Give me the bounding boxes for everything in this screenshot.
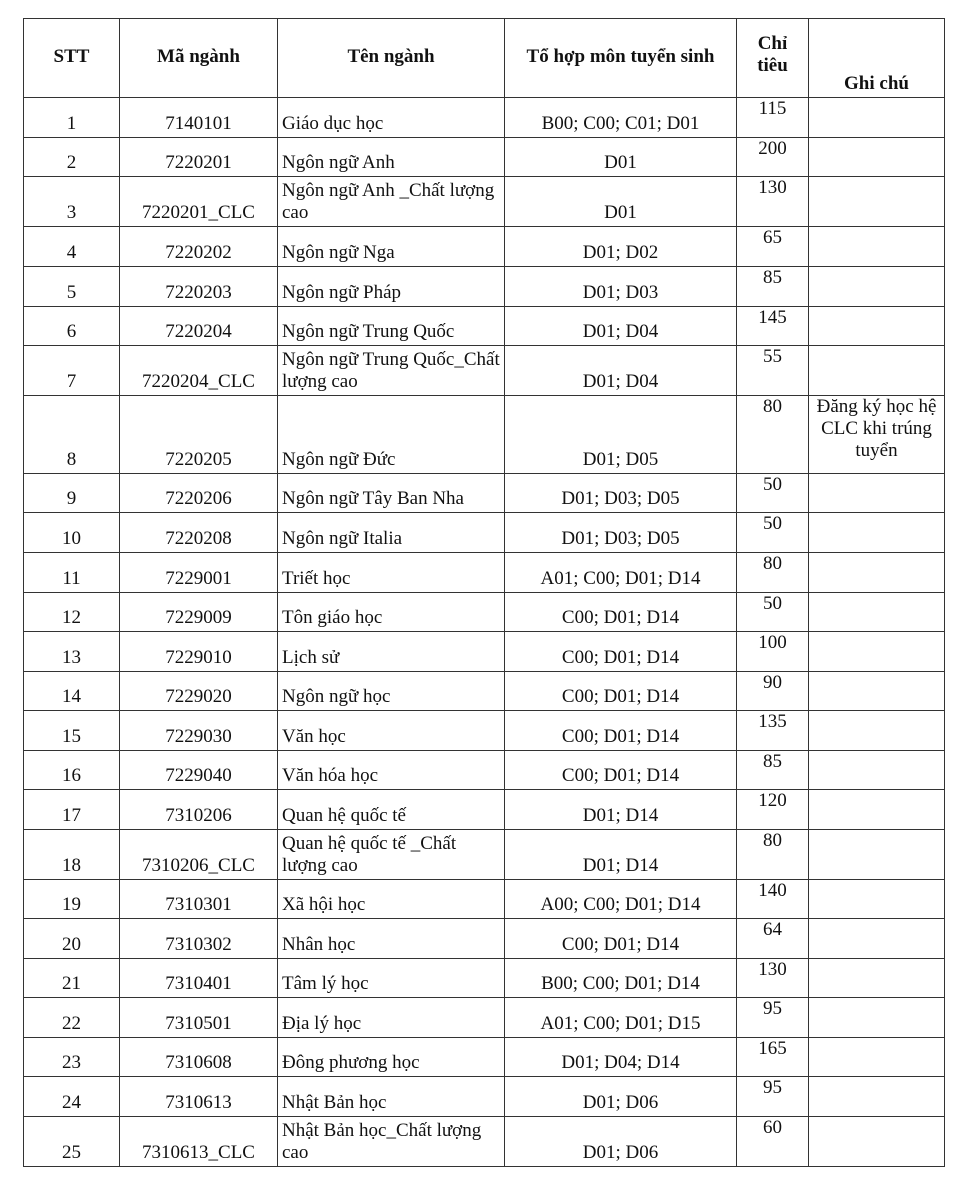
cell-quota: 80 [737, 830, 809, 880]
cell-name: Nhật Bản học_Chất lượng cao [278, 1117, 505, 1167]
cell-quota: 50 [737, 474, 809, 513]
header-note: Ghi chú [809, 19, 945, 98]
cell-quota: 135 [737, 711, 809, 751]
cell-code: 7310401 [120, 959, 278, 998]
cell-quota: 55 [737, 346, 809, 396]
cell-name: Ngôn ngữ Nga [278, 227, 505, 267]
cell-stt: 15 [24, 711, 120, 751]
cell-quota: 64 [737, 919, 809, 959]
cell-combo: B00; C00; D01; D14 [505, 959, 737, 998]
cell-combo: A00; C00; D01; D14 [505, 880, 737, 919]
admissions-table [23, 18, 945, 1167]
cell-stt: 19 [24, 880, 120, 919]
cell-note [809, 880, 945, 919]
table-row [24, 396, 945, 474]
cell-code: 7220208 [120, 513, 278, 553]
cell-name: Ngôn ngữ Trung Quốc_Chất lượng cao [278, 346, 505, 396]
cell-name: Ngôn ngữ Italia [278, 513, 505, 553]
table-row [24, 919, 945, 959]
cell-quota: 120 [737, 790, 809, 830]
cell-stt: 25 [24, 1117, 120, 1167]
cell-code: 7220201 [120, 138, 278, 177]
header-quota: Chỉ tiêu [737, 19, 809, 98]
cell-combo: D01; D04 [505, 346, 737, 396]
cell-combo: D01; D03; D05 [505, 474, 737, 513]
cell-stt: 8 [24, 396, 120, 474]
cell-name: Quan hệ quốc tế [278, 790, 505, 830]
cell-name: Ngôn ngữ Anh _Chất lượng cao [278, 177, 505, 227]
cell-stt: 23 [24, 1038, 120, 1077]
table-row [24, 751, 945, 790]
header-name: Tên ngành [278, 19, 505, 98]
cell-quota: 80 [737, 396, 809, 474]
cell-stt: 5 [24, 267, 120, 307]
header-stt: STT [24, 19, 120, 98]
table-row [24, 474, 945, 513]
cell-name: Ngôn ngữ Trung Quốc [278, 307, 505, 346]
cell-code: 7220202 [120, 227, 278, 267]
cell-stt: 9 [24, 474, 120, 513]
cell-code: 7310302 [120, 919, 278, 959]
table-row [24, 98, 945, 138]
cell-quota: 65 [737, 227, 809, 267]
cell-stt: 7 [24, 346, 120, 396]
table-row [24, 593, 945, 632]
cell-note [809, 1077, 945, 1117]
cell-combo: D01 [505, 177, 737, 227]
table-row [24, 830, 945, 880]
cell-code: 7220205 [120, 396, 278, 474]
cell-quota: 95 [737, 998, 809, 1038]
cell-combo: C00; D01; D14 [505, 632, 737, 672]
cell-code: 7229030 [120, 711, 278, 751]
cell-note [809, 474, 945, 513]
cell-quota: 95 [737, 1077, 809, 1117]
cell-code: 7229010 [120, 632, 278, 672]
table-row [24, 346, 945, 396]
header-code: Mã ngành [120, 19, 278, 98]
cell-quota: 130 [737, 177, 809, 227]
cell-stt: 2 [24, 138, 120, 177]
cell-code: 7220203 [120, 267, 278, 307]
cell-note [809, 98, 945, 138]
cell-name: Nhân học [278, 919, 505, 959]
cell-stt: 10 [24, 513, 120, 553]
cell-note [809, 790, 945, 830]
cell-note [809, 1117, 945, 1167]
cell-note [809, 513, 945, 553]
header-row [24, 19, 945, 98]
cell-name: Giáo dục học [278, 98, 505, 138]
cell-note [809, 1038, 945, 1077]
cell-note [809, 959, 945, 998]
cell-combo: A01; C00; D01; D15 [505, 998, 737, 1038]
cell-combo: D01 [505, 138, 737, 177]
cell-note [809, 346, 945, 396]
cell-combo: D01; D04 [505, 307, 737, 346]
table-row [24, 632, 945, 672]
cell-stt: 22 [24, 998, 120, 1038]
cell-quota: 90 [737, 672, 809, 711]
cell-code: 7220204 [120, 307, 278, 346]
cell-stt: 21 [24, 959, 120, 998]
cell-note [809, 138, 945, 177]
table-row [24, 227, 945, 267]
cell-code: 7220204_CLC [120, 346, 278, 396]
cell-name: Ngôn ngữ Pháp [278, 267, 505, 307]
cell-combo: D01; D05 [505, 396, 737, 474]
cell-code: 7229020 [120, 672, 278, 711]
cell-stt: 13 [24, 632, 120, 672]
cell-note [809, 177, 945, 227]
cell-name: Ngôn ngữ học [278, 672, 505, 711]
cell-code: 7310206_CLC [120, 830, 278, 880]
table-row [24, 513, 945, 553]
cell-combo: D01; D06 [505, 1117, 737, 1167]
cell-name: Xã hội học [278, 880, 505, 919]
cell-quota: 145 [737, 307, 809, 346]
cell-note: Đăng ký học hệ CLC khi trúng tuyển [809, 396, 945, 474]
cell-name: Tôn giáo học [278, 593, 505, 632]
cell-stt: 14 [24, 672, 120, 711]
table-row [24, 711, 945, 751]
table-row [24, 177, 945, 227]
cell-stt: 1 [24, 98, 120, 138]
cell-note [809, 830, 945, 880]
cell-note [809, 998, 945, 1038]
cell-note [809, 593, 945, 632]
table-row [24, 1117, 945, 1167]
cell-stt: 4 [24, 227, 120, 267]
cell-code: 7140101 [120, 98, 278, 138]
table-row [24, 307, 945, 346]
cell-code: 7220206 [120, 474, 278, 513]
cell-quota: 100 [737, 632, 809, 672]
cell-combo: D01; D04; D14 [505, 1038, 737, 1077]
cell-quota: 60 [737, 1117, 809, 1167]
cell-note [809, 672, 945, 711]
cell-stt: 20 [24, 919, 120, 959]
cell-name: Tâm lý học [278, 959, 505, 998]
cell-name: Ngôn ngữ Tây Ban Nha [278, 474, 505, 513]
cell-note [809, 632, 945, 672]
cell-quota: 50 [737, 513, 809, 553]
cell-quota: 140 [737, 880, 809, 919]
cell-name: Văn hóa học [278, 751, 505, 790]
table-row [24, 1038, 945, 1077]
cell-note [809, 267, 945, 307]
cell-name: Ngôn ngữ Anh [278, 138, 505, 177]
cell-note [809, 751, 945, 790]
cell-stt: 12 [24, 593, 120, 632]
cell-stt: 3 [24, 177, 120, 227]
table-row [24, 959, 945, 998]
cell-code: 7310206 [120, 790, 278, 830]
cell-code: 7310613_CLC [120, 1117, 278, 1167]
cell-name: Lịch sử [278, 632, 505, 672]
cell-code: 7229001 [120, 553, 278, 593]
cell-stt: 24 [24, 1077, 120, 1117]
cell-name: Địa lý học [278, 998, 505, 1038]
cell-name: Nhật Bản học [278, 1077, 505, 1117]
cell-combo: D01; D03 [505, 267, 737, 307]
cell-note [809, 711, 945, 751]
table-row [24, 1077, 945, 1117]
cell-note [809, 919, 945, 959]
cell-quota: 85 [737, 267, 809, 307]
cell-stt: 18 [24, 830, 120, 880]
cell-code: 7310613 [120, 1077, 278, 1117]
cell-name: Đông phương học [278, 1038, 505, 1077]
cell-name: Văn học [278, 711, 505, 751]
cell-combo: D01; D14 [505, 790, 737, 830]
table-body [24, 98, 945, 1167]
cell-code: 7310501 [120, 998, 278, 1038]
cell-name: Ngôn ngữ Đức [278, 396, 505, 474]
cell-combo: D01; D03; D05 [505, 513, 737, 553]
cell-combo: C00; D01; D14 [505, 672, 737, 711]
cell-combo: C00; D01; D14 [505, 751, 737, 790]
cell-quota: 130 [737, 959, 809, 998]
cell-code: 7220201_CLC [120, 177, 278, 227]
cell-quota: 165 [737, 1038, 809, 1077]
table-row [24, 553, 945, 593]
cell-name: Triết học [278, 553, 505, 593]
table-row [24, 998, 945, 1038]
cell-stt: 16 [24, 751, 120, 790]
cell-code: 7310608 [120, 1038, 278, 1077]
header-combo: Tổ hợp môn tuyển sinh [505, 19, 737, 98]
cell-combo: C00; D01; D14 [505, 711, 737, 751]
cell-quota: 200 [737, 138, 809, 177]
table-row [24, 672, 945, 711]
cell-combo: D01; D14 [505, 830, 737, 880]
cell-note [809, 553, 945, 593]
cell-combo: D01; D02 [505, 227, 737, 267]
table-row [24, 138, 945, 177]
cell-quota: 85 [737, 751, 809, 790]
cell-quota: 50 [737, 593, 809, 632]
cell-code: 7310301 [120, 880, 278, 919]
cell-name: Quan hệ quốc tế _Chất lượng cao [278, 830, 505, 880]
cell-code: 7229040 [120, 751, 278, 790]
table-row [24, 880, 945, 919]
table-row [24, 267, 945, 307]
cell-combo: B00; C00; C01; D01 [505, 98, 737, 138]
cell-combo: A01; C00; D01; D14 [505, 553, 737, 593]
cell-code: 7229009 [120, 593, 278, 632]
cell-quota: 115 [737, 98, 809, 138]
cell-combo: C00; D01; D14 [505, 919, 737, 959]
table-row [24, 790, 945, 830]
cell-note [809, 227, 945, 267]
cell-quota: 80 [737, 553, 809, 593]
cell-stt: 11 [24, 553, 120, 593]
cell-note [809, 307, 945, 346]
cell-combo: C00; D01; D14 [505, 593, 737, 632]
cell-combo: D01; D06 [505, 1077, 737, 1117]
cell-stt: 6 [24, 307, 120, 346]
cell-stt: 17 [24, 790, 120, 830]
